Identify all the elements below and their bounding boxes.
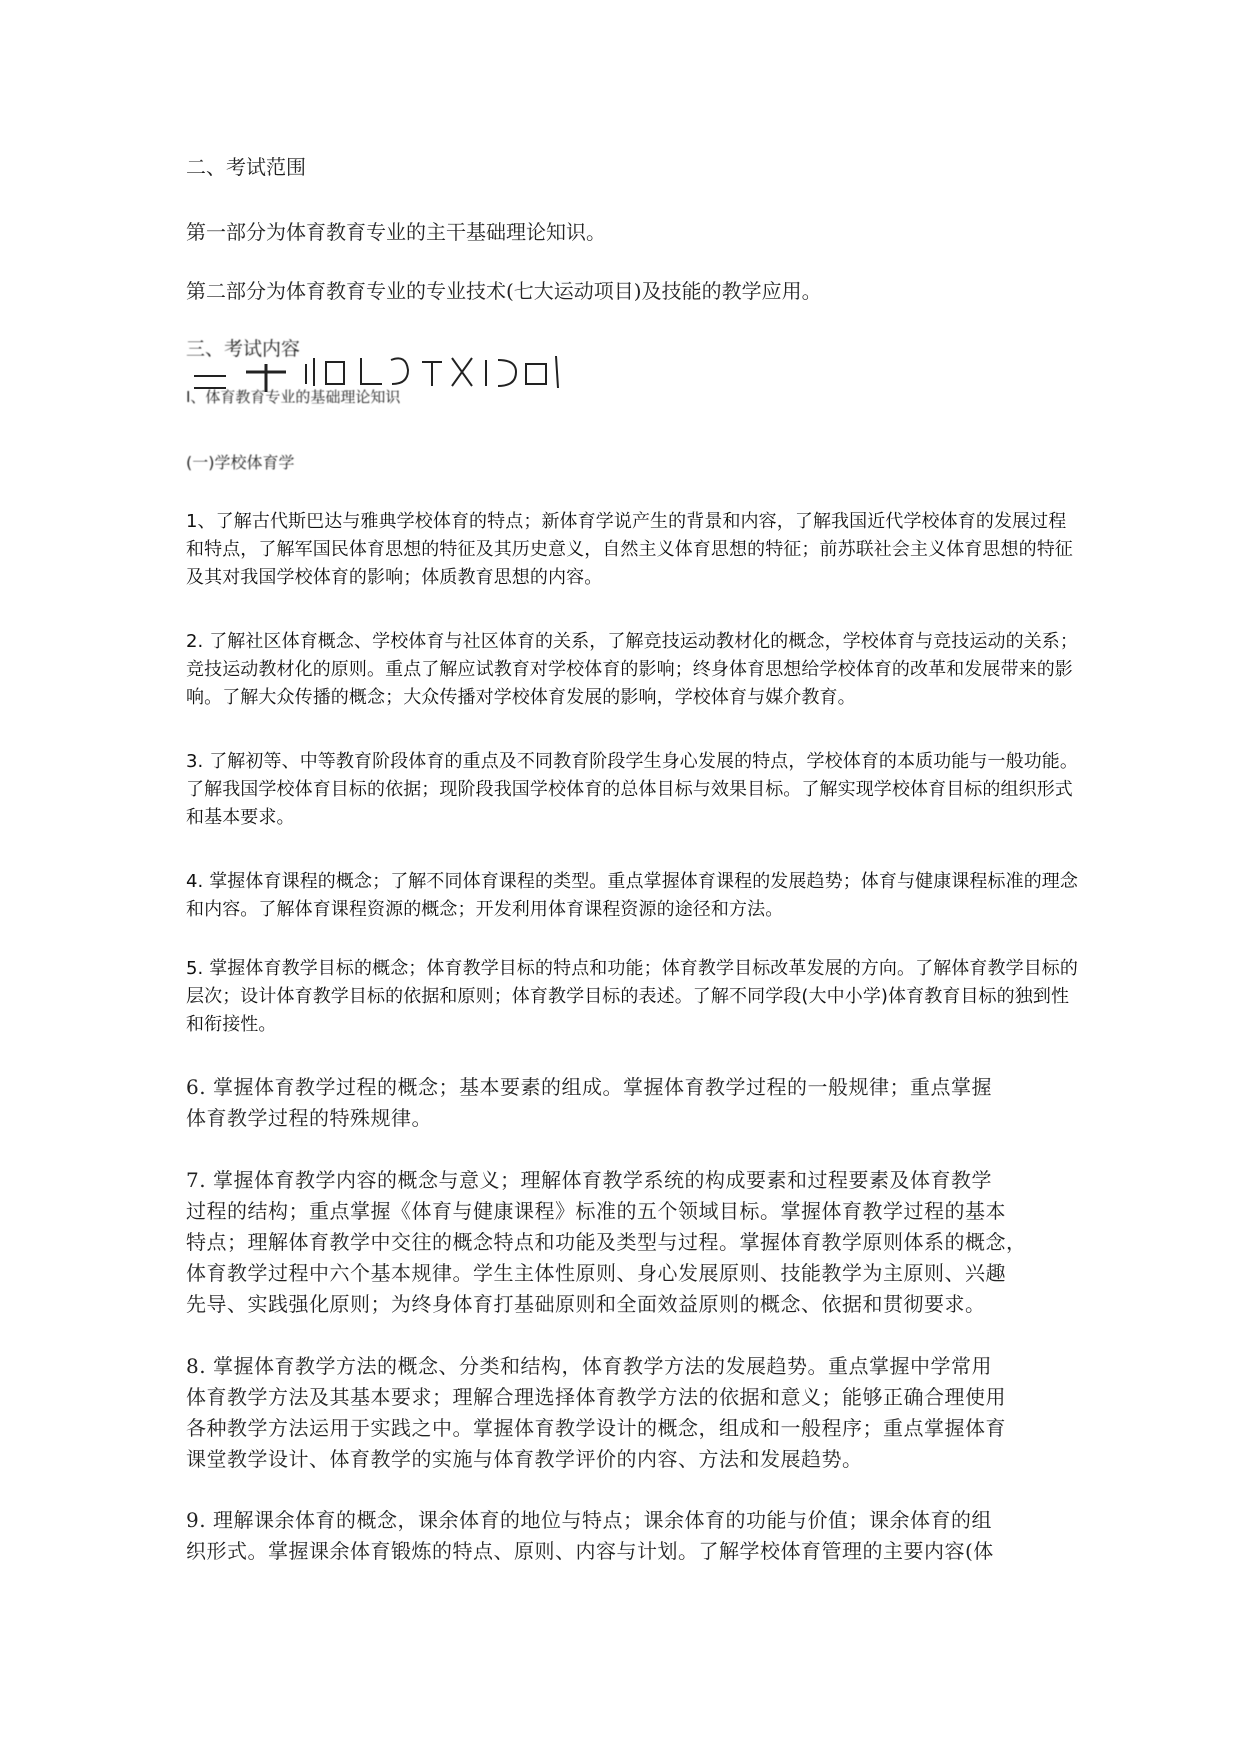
paragraph-1-line-3: 及其对我国学校体育的影响；体质教育思想的内容。: [186, 567, 603, 588]
paragraph-2-line-2: 竞技运动教材化的原则。重点了解应试教育对学校体育的影响；终身体育思想给学校体育的改革和发展带来的影: [186, 659, 1073, 680]
scope-line-2: 第二部分为体育教育专业的专业技术(七大运动项目)及技能的教学应用。: [186, 279, 822, 303]
paragraph-3-line-3: 和基本要求。: [186, 807, 295, 828]
paragraph-8-line-4: 课堂教学设计、体育教学的实施与体育教学评价的内容、方法和发展趋势。: [186, 1447, 863, 1471]
paragraph-1: [186, 508, 1216, 592]
paragraph-2-line-3: 响。了解大众传播的概念；大众传播对学校体育发展的影响，学校体育与媒介教育。: [186, 687, 856, 708]
paragraph-7-line-1: 7. 掌握体育教学内容的概念与意义；理解体育教学系统的构成要素和过程要素及体育教学: [186, 1168, 992, 1192]
paragraph-7: [186, 1165, 1046, 1320]
paragraph-4: [186, 868, 1216, 924]
paragraph-3: [186, 748, 1216, 832]
paragraph-3-line-1: 3. 了解初等、中等教育阶段体育的重点及不同教育阶段学生身心发展的特点，学校体育的本质功能与一般功能。: [186, 751, 1078, 772]
paragraph-8: [186, 1351, 1046, 1475]
paragraph-2: [186, 628, 1216, 712]
paragraph-9: [186, 1505, 1046, 1567]
paragraph-5-line-3: 和衔接性。: [186, 1014, 277, 1035]
paragraph-1-line-2: 和特点，了解军国民体育思想的特征及其历史意义，自然主义体育思想的特征；前苏联社会主义体育思想的特征: [186, 539, 1073, 560]
paragraph-8-line-2: 体育教学方法及其基本要求；理解合理选择体育教学方法的依据和意义；能够正确合理使用: [186, 1385, 1006, 1409]
paragraph-6: [186, 1072, 1046, 1134]
paragraph-7-line-5: 先导、实践强化原则；为终身体育打基础原则和全面效益原则的概念、依据和贯彻要求。: [186, 1292, 986, 1316]
paragraph-4-line-1: 4. 掌握体育课程的概念；了解不同体育课程的类型。重点掌握体育课程的发展趋势；体育与健康课程标准的理念: [186, 871, 1078, 892]
paragraph-6-line-1: 6. 掌握体育教学过程的概念；基本要素的组成。掌握体育教学过程的一般规律；重点掌握: [186, 1075, 992, 1099]
paragraph-3-line-2: 了解我国学校体育目标的依据；现阶段我国学校体育的总体目标与效果目标。了解实现学校体育目标的组织形式: [186, 779, 1073, 800]
paragraph-5-line-1: 5. 掌握体育教学目标的概念；体育教学目标的特点和功能；体育教学目标改革发展的方向。了解体育教学目标的: [186, 958, 1078, 979]
paragraph-5: [186, 955, 1216, 1039]
section-title: 二、考试范围: [186, 155, 306, 179]
paragraph-4-line-2: 和内容。了解体育课程资源的概念；开发利用体育课程资源的途径和方法。: [186, 899, 784, 920]
content-heading: 三、考试内容: [186, 338, 301, 360]
subsection-title: (一)学校体育学: [186, 453, 295, 472]
paragraph-8-line-1: 8. 掌握体育教学方法的概念、分类和结构，体育教学方法的发展趋势。重点掌握中学常用: [186, 1354, 992, 1378]
paragraph-7-line-4: 体育教学过程中六个基本规律。学生主体性原则、身心发展原则、技能教学为主原则、兴趣: [186, 1261, 1006, 1285]
paragraph-8-line-3: 各种教学方法运用于实践之中。掌握体育教学设计的概念，组成和一般程序；重点掌握体育: [186, 1416, 1006, 1440]
paragraph-2-line-1: 2. 了解社区体育概念、学校体育与社区体育的关系，了解竞技运动教材化的概念，学校体育与竞技运动的关系；: [186, 631, 1078, 652]
paragraph-5-line-2: 层次；设计体育教学目标的依据和原则；体育教学目标的表述。了解不同学段(大中小学)体育教育目标的独到性: [186, 986, 1070, 1007]
paragraph-7-line-3: 特点；理解体育教学中交往的概念特点和功能及类型与过程。掌握体育教学原则体系的概念，: [186, 1230, 1027, 1254]
paragraph-1-line-1: 1、了解古代斯巴达与雅典学校体育的特点；新体育学说产生的背景和内容，了解我国近代学校体育的发展过程: [186, 511, 1067, 532]
part-heading: I、体育教育专业的基础理论知识: [186, 388, 401, 406]
paragraph-9-line-2: 织形式。掌握课余体育锻炼的特点、原则、内容与计划。了解学校体育管理的主要内容(体: [186, 1539, 994, 1563]
scope-line-1: 第一部分为体育教育专业的主干基础理论知识。: [186, 220, 606, 244]
paragraph-9-line-1: 9. 理解课余体育的概念，课余体育的地位与特点；课余体育的功能与价值；课余体育的组: [186, 1508, 992, 1532]
paragraph-7-line-2: 过程的结构；重点掌握《体育与健康课程》标准的五个领域目标。掌握体育教学过程的基本: [186, 1199, 1006, 1223]
paragraph-6-line-2: 体育教学过程的特殊规律。: [186, 1106, 432, 1130]
